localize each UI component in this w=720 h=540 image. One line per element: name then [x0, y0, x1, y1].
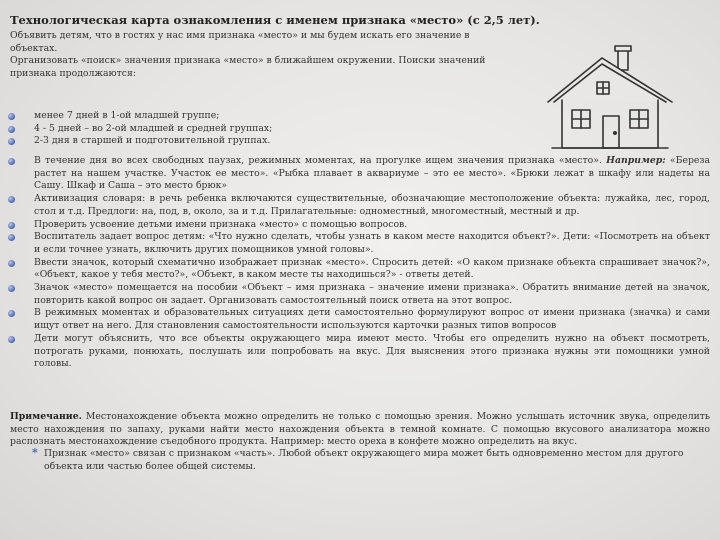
bullet-icon — [8, 234, 15, 241]
footnote — [10, 448, 710, 473]
list-item-text: Активизация словаря: в речь ребенка включаются существительные, обозначающие местоположение объекта: лужайка, лес, город, стол и т.д. Предлоги: на, под, в, около, за и т.д. Прилагательные: одноместный, многоместный, местный и др. — [34, 193, 710, 217]
bullet-icon — [8, 222, 15, 229]
asterisk-icon: * — [32, 446, 38, 459]
intro-line: Организовать «поиск» значения признака «место» в ближайшем окружении. Поиски значений — [10, 55, 486, 67]
page-title: Технологическая карта ознакомления с именем признака «место» (с 2,5 лет). — [10, 13, 540, 27]
note-paragraph — [10, 411, 710, 449]
list-item-text: 2-3 дня в старшей и подготовительной группах. — [34, 135, 271, 147]
list-item — [8, 135, 508, 148]
list-item — [8, 155, 710, 193]
note-label: Примечание. — [10, 411, 82, 422]
bullet-icon — [8, 196, 15, 203]
note-text: Местонахождение объекта можно определить не только с помощью зрения. Можно услышать источник звука, определить место нахождения по запаху, руками найти место нахождения объекта в темной комнате. С помощью вкусового анализатора можно распознать местонахождение съедобного продукта. Например: место ореха в конфете можно определить на вкус. — [10, 411, 710, 448]
intro-line: Объявить детям, что в гостях у нас имя признака «место» и мы будем искать его значение в — [10, 30, 470, 41]
list-item-text: 4 - 5 дней – во 2-ой младшей и средней группах; — [34, 122, 273, 134]
intro-paragraph — [10, 30, 510, 81]
list-item — [8, 231, 710, 256]
list-item-text: «Береза растет на нашем участке. Участок ее место». «Рыбка плавает в аквариуме – это ее место». «Брюки лежат в шкафу или надеты на Сашу. Шкаф и Саша – это место брюк» — [34, 155, 711, 192]
bullet-icon — [8, 113, 15, 120]
list-item — [8, 219, 710, 232]
bullet-icon — [8, 158, 15, 165]
footnote-text: Признак «место» связан с признаком «часть». Любой объект окружающего мира может быть одновременно местом для другого объекта или частью более общей системы. — [44, 448, 684, 472]
list-item — [8, 123, 508, 136]
intro-line: объектах. — [10, 42, 58, 54]
list-item — [8, 333, 710, 371]
bullet-icon — [8, 310, 15, 317]
bullet-icon — [8, 285, 15, 292]
list-item-text: Дети могут объяснить, что все объекты окружающего мира имеют место. Чтобы его определить нужно на объект посмотреть, потрогать руками, понюхать, послушать или попробовать на вкус. Для выяснения этого признака нужны эти помощники умной головы. — [34, 332, 710, 370]
bullet-icon — [8, 126, 15, 133]
list-item-text: Проверить усвоение детьми имени признака «место» с помощью вопросов. — [34, 218, 408, 230]
schedule-list — [8, 110, 508, 148]
list-item — [8, 193, 710, 218]
list-item-text: Воспитатель задает вопрос детям: «Что нужно сделать, чтобы узнать в каком месте находится объект?». Дети: «Посмотреть на объект и если точнее узнать, включить других помощников умной головы». — [34, 231, 710, 255]
list-item-text: менее 7 дней в 1-ой младшей группе; — [34, 110, 220, 121]
steps-list — [8, 155, 710, 371]
list-item — [8, 307, 710, 332]
list-item — [8, 257, 710, 282]
house-icon — [540, 40, 680, 155]
list-item-text: В течение дня во всех свободных паузах, режимных моментах, на прогулке ищем значения признака «место». — [34, 155, 607, 166]
bullet-icon — [8, 336, 15, 343]
example-label: Например: — [606, 155, 666, 166]
bullet-icon — [8, 260, 15, 267]
bullet-icon — [8, 138, 15, 145]
list-item-text: Ввести значок, который схематично изображает признак «место». Спросить детей: «О каком признаке объекта спрашивает значок?», «Объект, какое у тебя место?», «Объект, в каком месте ты находишься?» - ответы детей. — [34, 256, 710, 281]
list-item — [8, 110, 508, 123]
intro-line: признака продолжаются: — [10, 68, 136, 80]
list-item — [8, 282, 710, 307]
list-item-text: Значок «место» помещается на пособии «Объект – имя признака – значение имени признака». Обратить внимание детей на значок, повторить какой вопрос он задает. Организовать самостоятельный поиск ответа на этот вопрос. — [34, 282, 710, 306]
list-item-text: В режимных моментах и образовательных ситуациях дети самостоятельно формулируют вопрос от имени признака (значка) и сами ищут ответ на него. Для становления самостоятельности используются карточки разных типов вопросов — [34, 307, 710, 332]
